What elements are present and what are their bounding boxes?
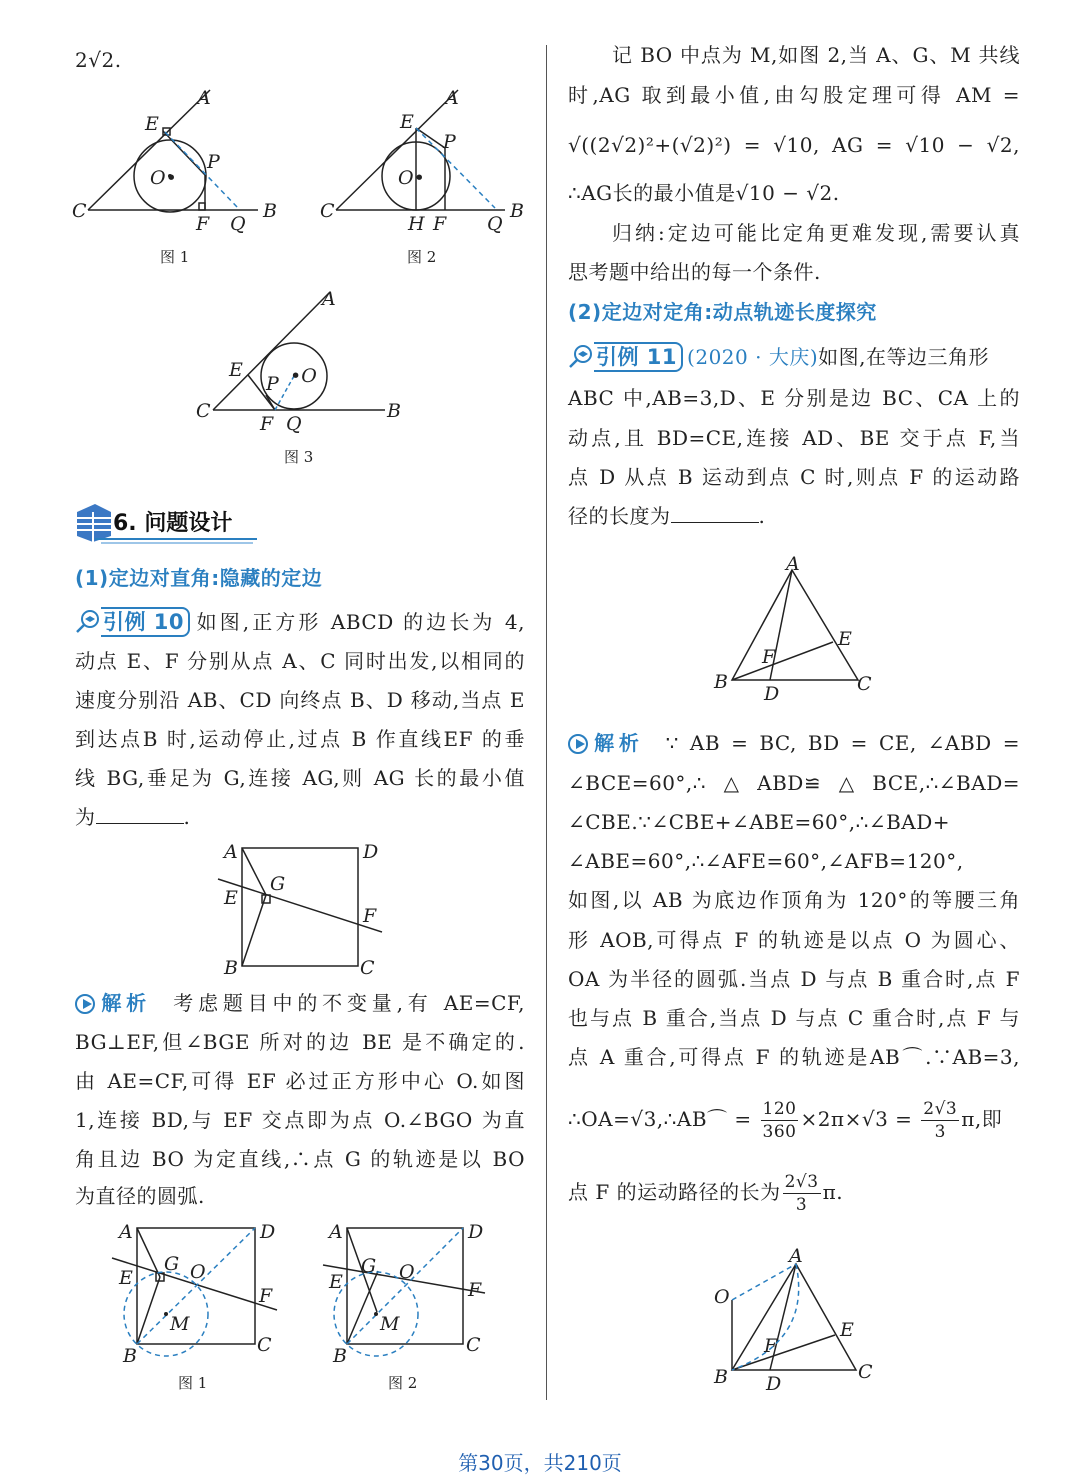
subheading: (2)定边对定角:动点轨迹长度探究	[568, 300, 877, 324]
text-line: ∠CBE.∵∠CBE+∠ABE=60°,∴∠BAD+	[568, 810, 951, 834]
text-line: 也与点 B 重合,当点 D 与点 C 重合时,点 F 与	[568, 1006, 1020, 1030]
text: 如图,在等边三角形	[818, 345, 989, 369]
figure-caption: 图 3	[284, 448, 314, 466]
point-label: C	[72, 200, 87, 222]
point-label: E	[840, 1319, 854, 1341]
text: .	[758, 504, 766, 528]
center-dot	[374, 1312, 378, 1316]
text: 为	[75, 805, 96, 829]
point-label: B	[224, 957, 238, 979]
point-label: O	[714, 1286, 730, 1308]
text: 点 F 的运动路径的长为	[568, 1180, 781, 1204]
point-label: B	[263, 200, 277, 222]
example-text: 如图,正方形 ABCD 的边长为 4,	[194, 610, 525, 634]
example-source: (2020 · 大庆)	[687, 345, 819, 369]
point-label: O•	[150, 167, 177, 189]
point-label: A	[322, 288, 336, 310]
text-line: 归纳:定边可能比定角更难发现,需要认真	[612, 221, 1020, 245]
point-label: F	[764, 1335, 778, 1357]
numerator: 2√3	[784, 1172, 819, 1192]
solution-triangle-figure	[732, 1264, 856, 1370]
figure-caption: 图 1	[160, 248, 190, 266]
point-label: E	[400, 111, 414, 133]
solution-figure-2	[323, 1228, 485, 1356]
point-label: Q	[230, 213, 246, 235]
point-label: A	[224, 841, 238, 863]
text: .	[183, 805, 191, 829]
point-label: E	[838, 628, 852, 650]
text-line: 动点 E、F 分别从点 A、C 同时出发,以相同的	[75, 649, 525, 673]
text: ∴OA=√3,∴AB⌒ =	[568, 1107, 752, 1131]
point-label: G	[270, 873, 286, 895]
text-line: OA 为半径的圆弧.当点 D 与点 B 重合时,点 F	[568, 967, 1020, 991]
point-label: A	[445, 87, 459, 109]
text-line: 时,AG 取到最小值,由勾股定理可得 AM =	[568, 83, 1020, 107]
text: π.	[822, 1180, 844, 1204]
point-label: M	[170, 1313, 190, 1335]
text: ∵ AB = BC, BD = CE, ∠ABD =	[665, 731, 1020, 755]
point-label: D	[260, 1221, 276, 1243]
subheading: (1)定边对直角:隐藏的定边	[75, 566, 323, 590]
point-label: Q	[487, 213, 503, 235]
point-label: B	[333, 1345, 347, 1367]
denominator: 360	[762, 1122, 797, 1142]
text: ×2π×√3 =	[800, 1107, 913, 1131]
text-line: 点 D 从点 B 运动到点 C 时,则点 F 的运动路	[568, 465, 1020, 489]
point-label: O	[399, 1261, 415, 1283]
point-label: A	[119, 1221, 133, 1243]
denominator: 3	[934, 1122, 946, 1142]
point-label: E	[145, 113, 159, 135]
text-line: 记 BO 中点为 M,如图 2,当 A、G、M 共线	[612, 43, 1020, 67]
text-line: ∠BCE=60°,∴△ABD≌△BCE,∴∠BAD=	[568, 771, 1020, 795]
point-label: C	[320, 200, 335, 222]
point-label: H	[408, 213, 425, 235]
point-label: •O	[290, 365, 317, 387]
point-label: E	[224, 887, 238, 909]
point-label: D	[363, 841, 379, 863]
point-label: A	[197, 87, 211, 109]
text: π,即	[961, 1107, 1003, 1131]
point-label: B	[714, 671, 728, 693]
triangle-figure	[732, 570, 858, 680]
text-line: 速度分别沿 AB、CD 向终点 B、D 移动,当点 E	[75, 688, 525, 712]
text-line: 到达点B 时,运动停止,过点 B 作直线EF 的垂	[75, 727, 525, 751]
text-line: ∴AG长的最小值是√10 − √2.	[568, 181, 840, 205]
numerator: 2√3	[923, 1099, 958, 1119]
point-label: A	[786, 553, 800, 575]
text-line: 1,连接 BD,与 EF 交点即为点 O.∠BGO 为直	[75, 1108, 525, 1132]
center-dot	[164, 1312, 168, 1316]
text-line: 动点,且 BD=CE,连接 AD、BE 交于点 F,当	[568, 426, 1020, 450]
point-label: C	[857, 673, 872, 695]
text-line: 由 AE=CF,可得 EF 必过正方形中心 O.如图	[75, 1069, 525, 1093]
point-label: C	[257, 1334, 272, 1356]
figure-caption: 图 2	[388, 1374, 418, 1392]
numerator: 120	[762, 1099, 797, 1119]
point-label: B	[387, 400, 401, 422]
point-label: E	[229, 359, 243, 381]
figure-caption: 图 2	[407, 248, 437, 266]
point-label: C	[858, 1361, 873, 1383]
point-label: A	[789, 1245, 803, 1267]
text-line: 线 BG,垂足为 G,连接 AG,则 AG 长的最小值	[75, 766, 525, 790]
solution-figure-1	[112, 1228, 277, 1356]
text-line: √((2√2)²+(√2)²) = √10, AG = √10 − √2,	[568, 133, 1020, 157]
text-line: ABC 中,AB=3,D、E 分别是边 BC、CA 上的	[568, 386, 1020, 410]
text-line: 形 AOB,可得点 F 的轨迹是以点 O 为圆心、	[568, 928, 1020, 952]
solution-label: 解析	[590, 731, 644, 755]
text-line: 2√2.	[75, 48, 122, 72]
figure-1-top	[88, 90, 258, 212]
point-label: C	[196, 400, 211, 422]
text-line: BG⊥EF,但∠BGE 所对的边 BE 是不确定的.	[75, 1030, 525, 1054]
point-label: F	[762, 646, 776, 668]
text-line: ∠ABE=60°,∴∠AFE=60°,∠AFB=120°,	[568, 849, 964, 873]
text-line: 思考题中给出的每一个条件.	[568, 260, 821, 284]
point-label: B	[510, 200, 524, 222]
point-label: E	[119, 1267, 133, 1289]
point-label: B	[123, 1345, 137, 1367]
point-label: C	[360, 957, 375, 979]
text-line: 点 A 重合,可得点 F 的轨迹是AB⌒.∵AB=3,	[568, 1045, 1020, 1069]
denominator: 3	[795, 1195, 808, 1215]
example-badge: 引例 11	[594, 342, 683, 372]
figure-caption: 图 1	[178, 1374, 208, 1392]
point-label: B	[714, 1366, 728, 1388]
point-label: F	[433, 213, 447, 235]
point-label: C	[466, 1334, 481, 1356]
point-label: A	[329, 1221, 343, 1243]
point-label: O	[190, 1261, 206, 1283]
point-label: Q	[286, 413, 302, 435]
section-heading-text: 6. 问题设计	[113, 511, 233, 536]
text-line: 如图,以 AB 为底边作顶角为 120°的等腰三角	[568, 888, 1020, 912]
point-label: D	[764, 683, 780, 705]
point-label: P	[266, 373, 279, 395]
point-label: F	[260, 413, 274, 435]
figure-3-top	[213, 292, 385, 410]
solution-label: 解析	[97, 991, 151, 1015]
example-badge: 引例 10	[101, 607, 190, 637]
point-label: F	[468, 1279, 482, 1301]
point-label: O•	[398, 167, 425, 189]
text-line: 角且边 BO 为定直线,∴点 G 的轨迹是以 BO	[75, 1147, 525, 1171]
point-label: F	[363, 905, 377, 927]
point-label: E	[329, 1271, 343, 1293]
point-label: P	[207, 151, 220, 173]
point-label: F	[196, 213, 210, 235]
point-label: D	[766, 1373, 782, 1395]
point-label: G	[361, 1255, 377, 1277]
text: 考虑题目中的不变量,有 AE=CF,	[173, 991, 526, 1015]
text: 径的长度为	[568, 504, 671, 528]
point-label: D	[468, 1221, 484, 1243]
page-number: 第30页，共210页	[458, 1451, 622, 1475]
text-line: 为直径的圆弧.	[75, 1184, 205, 1208]
point-label: P	[443, 131, 456, 153]
point-label: G	[164, 1253, 180, 1275]
square-figure	[218, 848, 382, 966]
point-label: M	[380, 1313, 400, 1335]
point-label: F	[259, 1285, 273, 1307]
figure-2-top	[336, 90, 505, 210]
